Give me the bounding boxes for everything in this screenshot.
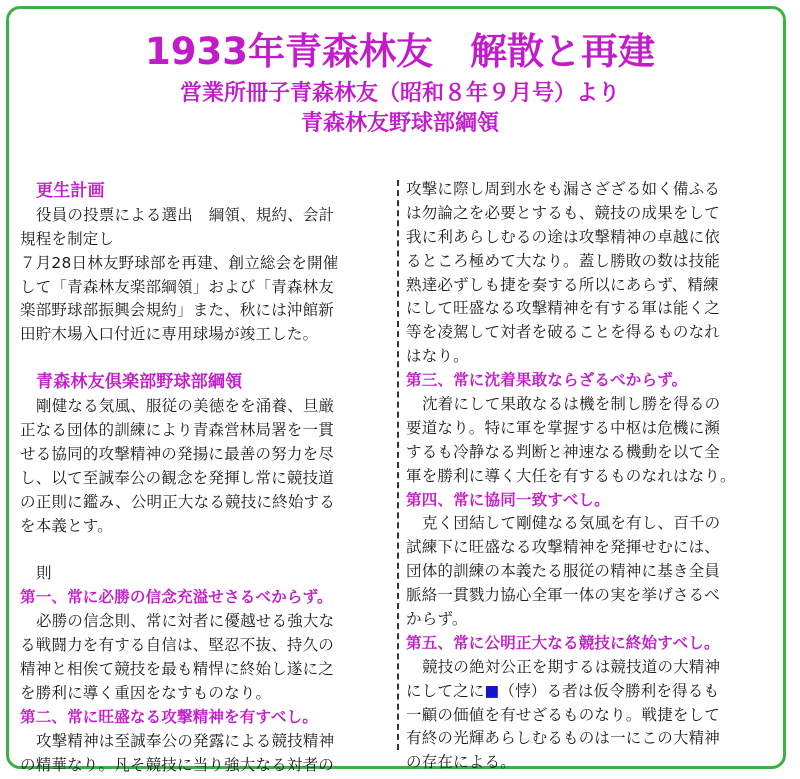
- text-line: は勿論之を必要とするも、競技の成果をして: [406, 203, 721, 222]
- rule-heading-2: 第二、常に旺盛なる攻撃精神を有すべし。: [20, 707, 318, 726]
- rule-heading-4: 第四、常に協同一致すべし。: [406, 490, 610, 509]
- missing-glyph-square: ■: [484, 681, 500, 700]
- text-line: 楽部野球部振興会規約」また、秋には沖館新: [20, 301, 335, 320]
- section-heading-charter: 青森林友倶楽部野球部綱領: [36, 372, 243, 393]
- text-line: はなり。: [406, 347, 469, 366]
- text-line: 克く団結して剛健なる気風を有し、百千の: [422, 514, 721, 533]
- text-line: 沈着にして果敢なるは機を制し勝を得るの: [422, 395, 721, 414]
- text-line: からず。: [406, 610, 468, 629]
- text-line: を勝利に導く重因をなすものなり。: [20, 683, 272, 702]
- text-line: の正則に鑑み、公明正大なる競技に終始する: [20, 492, 335, 511]
- rule-heading-3: 第三、常に沈着果敢ならざるべからず。: [406, 371, 688, 390]
- text-line: の存在による。: [406, 753, 516, 772]
- section-heading-renewal-plan: 更生計画: [36, 181, 105, 201]
- text-line: し、以て至誠奉公の観念を発揮し常に競技道: [20, 468, 335, 487]
- text-line: 要道なり。特に軍を掌握する中枢は危機に瀕: [406, 418, 721, 437]
- text-line: の精華なり。凡そ競技に当り強大なる対者の: [20, 755, 335, 774]
- text-line: [406, 680, 781, 704]
- text-line: にして旺盛なる攻撃精神を有する軍は能く之: [406, 299, 721, 318]
- text-line: 規程を制定し: [20, 229, 115, 248]
- page-subtitle-2: 青森林友野球部綱領: [300, 111, 499, 136]
- text-line: 正なる団体的訓練により青森営林局署を一貫: [20, 421, 335, 440]
- text-line: 役員の投票による選出 綱領、規約、会計: [36, 205, 335, 224]
- text-line: 剛健なる気風、服従の美徳をを涌養、旦厳: [36, 397, 335, 416]
- left-column: [20, 180, 392, 777]
- page-subtitle: 営業所冊子青森林友（昭和８年９月号）より: [179, 81, 620, 106]
- text-line: る戦闘力を有する自信は、堅忍不抜、持久の: [20, 636, 335, 655]
- text-line: 試練下に旺盛なる攻撃精神を発揮せむには、: [406, 538, 721, 557]
- text-line: 一顧の価値を有せざるものなり。戦捷をして: [406, 705, 721, 724]
- text-line: を本義とす。: [20, 516, 113, 535]
- rules-label: 則: [36, 564, 52, 583]
- rule-heading-5: 第五、常に公明正大なる競技に終始すべし。: [406, 633, 720, 652]
- text-line: せる協同的攻撃精神の発揚に最善の努力を尽: [20, 444, 335, 463]
- text-fragment: にして之に: [406, 681, 485, 700]
- text-line: するも冷静なる判断と神速なる機動を以て全: [406, 442, 721, 461]
- text-fragment: （悖）る者は仮令勝利を得るも: [499, 681, 720, 700]
- text-line: 我に利あらしむるの途は攻撃精神の卓越に依: [406, 227, 721, 246]
- text-line: 必勝の信念則、常に対者に優越せる強大な: [36, 612, 335, 631]
- text-line: ７月28日林友野球部を再建、創立総会を開催: [20, 253, 339, 272]
- text-line: 攻撃に際し周到水をも漏さざざる如く備ふる: [406, 180, 721, 198]
- text-line: 競技の絶対公正を期するは競技道の大精神: [422, 657, 721, 676]
- text-line: して「青森林友楽部綱領」および「青森林友: [20, 277, 335, 296]
- text-line: 熟達必ずしも捷を奏する所以にあらず、精練: [406, 275, 719, 294]
- right-column: [406, 178, 781, 775]
- text-line: るところ極めて大なり。蓋し勝敗の数は技能: [406, 251, 721, 270]
- text-line: 精神と相俟て競技を最も精悍に終始し遂に之: [20, 660, 335, 679]
- text-line: 田貯木場入口付近に専用球場が竣工した。: [20, 325, 319, 344]
- text-line: 有終の光輝あらしむるものは一にこの大精神: [406, 729, 721, 748]
- text-line: 軍を勝利に導く大任を有するものなれはなり。: [406, 466, 736, 485]
- text-line: 脈絡一貫戮力協心全軍一体の実を挙げさるべ: [406, 586, 721, 605]
- column-divider: [397, 180, 399, 750]
- text-line: 団体的訓練の本義たる服従の精神に基き全員: [406, 562, 721, 581]
- text-line: 攻撃精神は至誠奉公の発露による競技精神: [36, 731, 335, 750]
- page-title: 1933年青森林友 解散と再建: [145, 30, 655, 73]
- text-line: 等を凌駕して対者を破ることを得るものなれ: [406, 323, 721, 342]
- rule-heading-1: 第一、常に必勝の信念充溢せさるべからず。: [20, 588, 333, 607]
